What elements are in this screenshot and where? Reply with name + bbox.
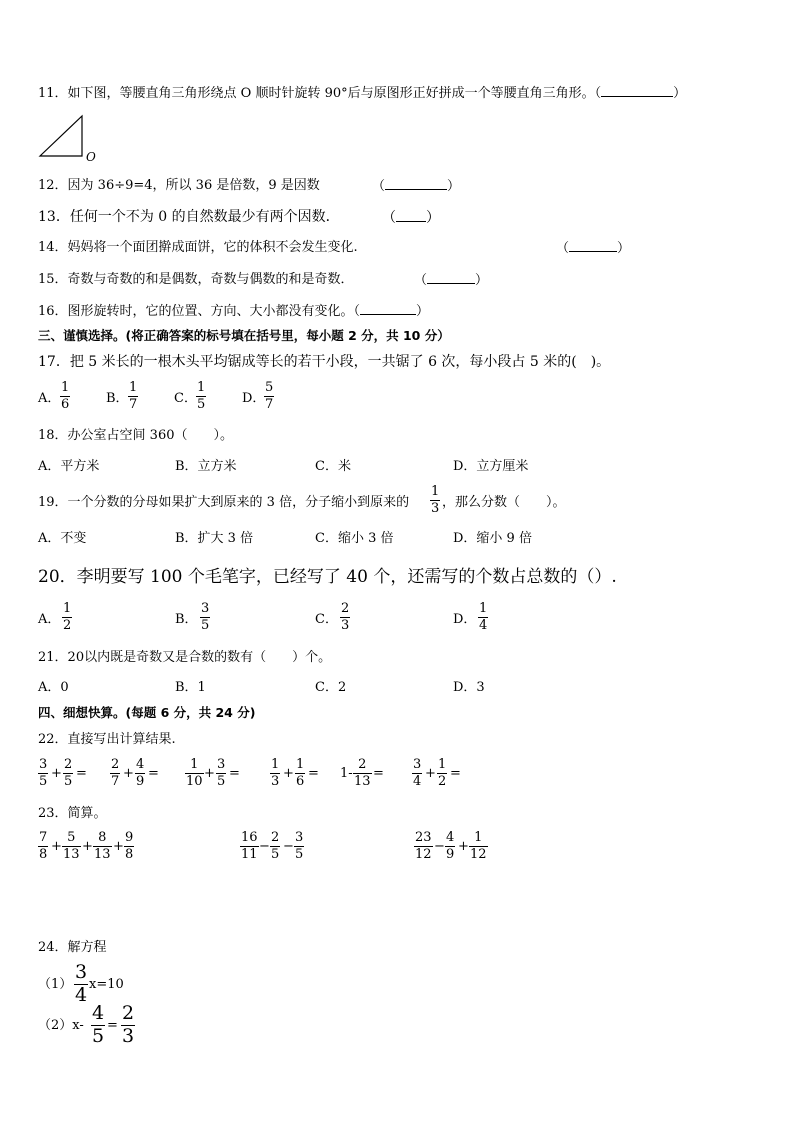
q21-option-b[interactable]: B．1 — [175, 680, 206, 695]
q20-option-a-fraction: 1 2 — [63, 601, 72, 633]
q17-option-d-fraction: 5 7 — [265, 380, 274, 412]
q22-e3-eq[interactable]: = — [229, 766, 240, 781]
q17-option-a-fraction: 1 6 — [61, 380, 70, 412]
q21-option-d[interactable]: D．3 — [453, 680, 485, 695]
q20-option-d[interactable]: D． — [453, 612, 477, 627]
section-4-heading: 四、细想快算。(每题 6 分，共 24 分) — [38, 705, 256, 720]
q22-e3-fraction-a: 1 10 — [186, 757, 203, 789]
question-15: 15．奇数与奇数的和是偶数，奇数与偶数的和是奇数． — [38, 272, 354, 287]
q18-option-c[interactable]: C．米 — [315, 459, 351, 474]
question-20: 20．李明要写 100 个毛笔字，已经写了 40 个，还需写的个数占总数的（）. — [38, 567, 617, 587]
q22-e1-fraction-a: 3 5 — [39, 757, 48, 789]
q23-c2-op2: − — [283, 839, 294, 854]
q21-option-c[interactable]: C．2 — [315, 680, 347, 695]
q22-e6-fraction-a: 3 4 — [413, 757, 422, 789]
q20-option-b-fraction: 3 5 — [201, 601, 210, 633]
q18-option-a[interactable]: A．平方米 — [38, 459, 100, 474]
q24-part1-rest[interactable]: x=10 — [89, 977, 124, 992]
q22-e6-fraction-b: 1 2 — [438, 757, 447, 789]
q22-e4-op: + — [283, 766, 294, 781]
question-19-end: ，那么分数（ ）。 — [442, 495, 566, 510]
q22-e2-op: + — [123, 766, 134, 781]
q17-option-c[interactable]: C． — [174, 391, 197, 406]
q20-option-d-fraction: 1 4 — [479, 601, 488, 633]
q22-e3-op: + — [204, 766, 215, 781]
q17-option-c-fraction: 1 5 — [197, 380, 206, 412]
q17-option-d[interactable]: D． — [242, 391, 266, 406]
q23-c1-f4: 9 8 — [125, 830, 134, 862]
q23-c1-op1: + — [51, 839, 62, 854]
section-3-heading: 三、谨慎选择。(将正确答案的标号填在括号里，每小题 2 分，共 10 分） — [38, 328, 450, 343]
q23-c2-f2: 2 5 — [271, 830, 280, 862]
q22-e3-fraction-b: 3 5 — [217, 757, 226, 789]
question-17: 17．把 5 米长的一根木头平均锯成等长的若干小段，一共锯了 6 次，每小段占 5 米的( )。 — [38, 354, 611, 370]
q19-option-a[interactable]: A．不变 — [38, 531, 87, 546]
q24-part2-label: （2）x- — [38, 1018, 84, 1033]
q23-c1-op3: + — [113, 839, 124, 854]
q14-bracket[interactable]: （ ） — [556, 241, 631, 256]
q21-option-a[interactable]: A．0 — [38, 680, 69, 695]
q23-c1-f3: 8 13 — [94, 830, 111, 862]
q15-bracket[interactable]: （ ） — [414, 273, 489, 288]
q23-c2-op1: − — [259, 839, 270, 854]
q22-e5-fraction: 2 13 — [354, 757, 371, 789]
question-24: 24．解方程 — [38, 940, 107, 955]
q22-e5-prefix: 1- — [340, 766, 353, 781]
question-14: 14．妈妈将一个面团擀成面饼，它的体积不会发生变化. — [38, 240, 358, 255]
q22-e4-fraction-b: 1 6 — [296, 757, 305, 789]
q23-c1-f2: 5 13 — [63, 830, 80, 862]
question-12: 12．因为 36÷9=4，所以 36 是倍数，9 是因数 — [38, 178, 320, 193]
q23-c1-op2: + — [82, 839, 93, 854]
question-13: 13．任何一个不为 0 的自然数最少有两个因数． — [38, 209, 340, 225]
q24-part2-fraction-right[interactable]: 2 3 — [122, 1002, 135, 1047]
q22-e5-eq[interactable]: = — [373, 766, 384, 781]
q11-text: 11．如下图，等腰直角三角形绕点 O 顺时针旋转 90°后与原图形正好拼成一个等腰直角三角形。（ — [38, 86, 602, 101]
q23-c3-op1: − — [434, 839, 445, 854]
q22-e4-eq[interactable]: = — [308, 766, 319, 781]
q23-c2-f3: 3 5 — [295, 830, 304, 862]
q22-e2-fraction-a: 2 7 — [111, 757, 120, 789]
q22-e1-eq[interactable]: = — [76, 766, 87, 781]
q24-part2-fraction-left: 4 5 — [92, 1002, 105, 1047]
q23-c3-f2: 4 9 — [446, 830, 455, 862]
isosceles-right-triangle — [40, 116, 82, 156]
q22-e2-eq[interactable]: = — [148, 766, 159, 781]
q18-option-d[interactable]: D．立方厘米 — [453, 459, 529, 474]
q23-c3-f3: 1 12 — [470, 830, 487, 862]
q13-bracket[interactable]: （ ） — [382, 210, 440, 226]
q22-e6-op: + — [425, 766, 436, 781]
question-21: 21．20以内既是奇数又是合数的数有（ ）个。 — [38, 650, 332, 665]
q22-e6-eq[interactable]: = — [450, 766, 461, 781]
question-18: 18．办公室占空间 360（ ）。 — [38, 428, 233, 443]
q23-c3-f1: 23 12 — [415, 830, 432, 862]
q24-part1-label: （1） — [38, 977, 73, 992]
question-22: 22．直接写出计算结果. — [38, 732, 176, 747]
q23-c2-f1: 16 11 — [241, 830, 258, 862]
q20-option-c[interactable]: C． — [315, 612, 338, 627]
q24-part2-eq: = — [107, 1018, 118, 1033]
q22-e4-fraction-a: 1 3 — [271, 757, 280, 789]
q23-c1-f1: 7 8 — [39, 830, 48, 862]
q19-option-c[interactable]: C．缩小 3 倍 — [315, 531, 394, 546]
question-23: 23．简算。 — [38, 806, 107, 821]
q12-bracket[interactable]: （ ） — [372, 179, 461, 194]
q19-option-b[interactable]: B．扩大 3 倍 — [175, 531, 254, 546]
q20-option-b[interactable]: B． — [175, 612, 198, 627]
q19-option-d[interactable]: D．缩小 9 倍 — [453, 531, 532, 546]
q22-e1-op: + — [51, 766, 62, 781]
q17-option-a[interactable]: A． — [38, 391, 61, 406]
q23-c3-op2: + — [458, 839, 469, 854]
question-11: 11．如下图，等腰直角三角形绕点 O 顺时针旋转 90°后与原图形正好拼成一个等腰直角三角形。（ ） — [38, 86, 687, 101]
q17-option-b[interactable]: B． — [106, 391, 129, 406]
q24-part1-fraction: 3 4 — [75, 961, 88, 1006]
question-16: 16．图形旋转时，它的位置、方向、大小都没有变化。（ ） — [38, 304, 430, 319]
q11-answer-blank[interactable] — [601, 86, 673, 97]
q22-e1-fraction-b: 2 5 — [64, 757, 73, 789]
q20-option-a[interactable]: A． — [38, 612, 61, 627]
q19-fraction: 1 3 — [431, 484, 440, 516]
q18-option-b[interactable]: B．立方米 — [175, 459, 237, 474]
q17-option-b-fraction: 1 7 — [129, 380, 138, 412]
question-19: 19．一个分数的分母如果扩大到原来的 3 倍，分子缩小到原来的 — [38, 495, 410, 510]
point-o-label: O — [86, 150, 96, 164]
q20-option-c-fraction: 2 3 — [341, 601, 350, 633]
q22-e2-fraction-b: 4 9 — [136, 757, 145, 789]
q16-answer-blank[interactable] — [360, 304, 416, 315]
